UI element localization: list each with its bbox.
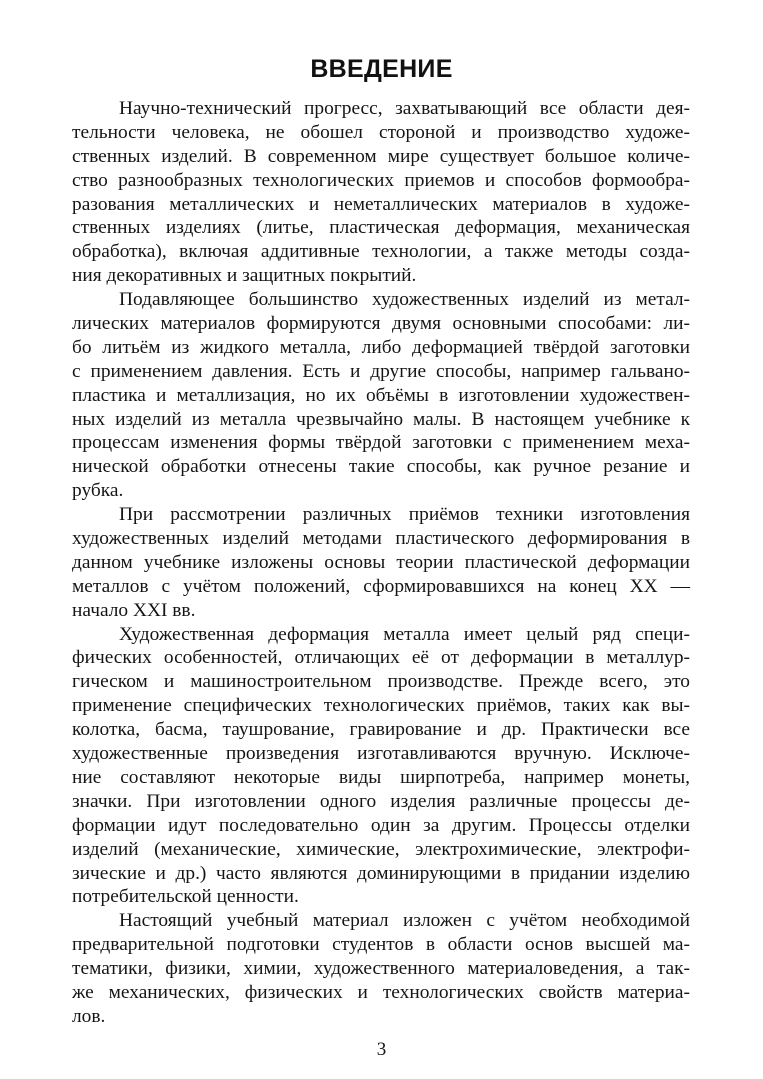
text-line: ственных изделиях (литье, пластическая деформация, механическая [72, 217, 690, 239]
text-line: художественных изделий методами пластического деформирования в [72, 528, 690, 550]
text-line: художественные произведения изготавливаются вручную. Исключе- [72, 743, 690, 765]
text-line: ство разнообразных технологических приемов и способов формообра- [72, 169, 690, 191]
paragraph [72, 503, 690, 622]
text-line: же механических, физических и технологических свойств материа- [72, 981, 690, 1003]
text-line: предварительной подготовки студентов в области основ высшей ма- [72, 934, 690, 956]
text-line: значки. При изготовлении одного изделия различные процессы де- [72, 790, 690, 812]
paragraph [72, 97, 690, 288]
text-line: ния декоративных и защитных покрытий. [72, 265, 417, 287]
text-line: обработка), включая аддитивные технологии, а также методы созда- [72, 241, 690, 263]
text-line: колотка, басма, таушрование, гравирование и др. Практически все [72, 719, 690, 741]
text-line: При рассмотрении различных приёмов техники изготовления [119, 504, 690, 526]
text-line: процессам изменения формы твёрдой заготовки с применением меха- [72, 432, 690, 454]
text-line: начало XXI вв. [72, 599, 196, 621]
text-line: Научно-технический прогресс, захватывающий все области дея- [119, 98, 690, 119]
paragraph [72, 623, 690, 910]
text-line: ных изделий из металла чрезвычайно малы. В настоящем учебнике к [72, 408, 690, 430]
text-line: бо литьём из жидкого металла, либо деформацией твёрдой заготовки [72, 336, 690, 358]
text-line: с применением давления. Есть и другие способы, например гальвано- [72, 360, 690, 382]
text-line: зические и др.) часто являются доминирующими в придании изделию [72, 862, 690, 884]
body-text [72, 97, 690, 1029]
text-line: Подавляющее большинство художественных изделий из метал- [119, 289, 690, 311]
text-line: фических особенностей, отличающих её от деформации в металлур- [72, 647, 690, 669]
text-line: лических материалов формируются двумя основными способами: ли- [72, 313, 690, 335]
paragraph [72, 909, 690, 1028]
text-line: потребительской ценности. [72, 886, 299, 908]
page-number: 3 [376, 1039, 387, 1060]
text-line: ние составляют некоторые виды ширпотреба, например монеты, [72, 766, 690, 788]
text-line: разования металлических и неметаллических материалов в художе- [72, 193, 690, 215]
text-line: данном учебнике изложены основы теории пластической деформации [72, 551, 690, 573]
text-line: тематики, физики, химии, художественного материаловедения, а так- [72, 958, 690, 980]
text-line: лов. [72, 1005, 106, 1027]
text-line: Настоящий учебный материал изложен с учётом необходимой [119, 910, 690, 932]
page-title: ВВЕДЕНИЕ [310, 55, 453, 83]
text-line: пластика и металлизация, но их объёмы в изготовлении художествен- [72, 384, 690, 406]
text-line: тельности человека, не обошел стороной и производство художе- [72, 121, 690, 143]
text-line: нической обработки отнесены такие способы, как ручное резание и [72, 456, 690, 478]
text-line: гическом и машиностроительном производстве. Прежде всего, это [72, 671, 690, 693]
text-line: рубка. [72, 480, 124, 502]
text-line: формации идут последовательно один за другим. Процессы отделки [72, 814, 690, 836]
text-line: металлов с учётом положений, сформировавшихся на конец XX — [72, 575, 690, 597]
paragraph [72, 288, 690, 503]
text-line: применение специфических технологических приёмов, таких как вы- [72, 695, 690, 717]
text-line: изделий (механические, химические, электрохимические, электрофи- [72, 838, 690, 860]
text-line: Художественная деформация металла имеет целый ряд специ- [119, 623, 690, 645]
text-line: ственных изделий. В современном мире существует большое количе- [72, 145, 690, 167]
